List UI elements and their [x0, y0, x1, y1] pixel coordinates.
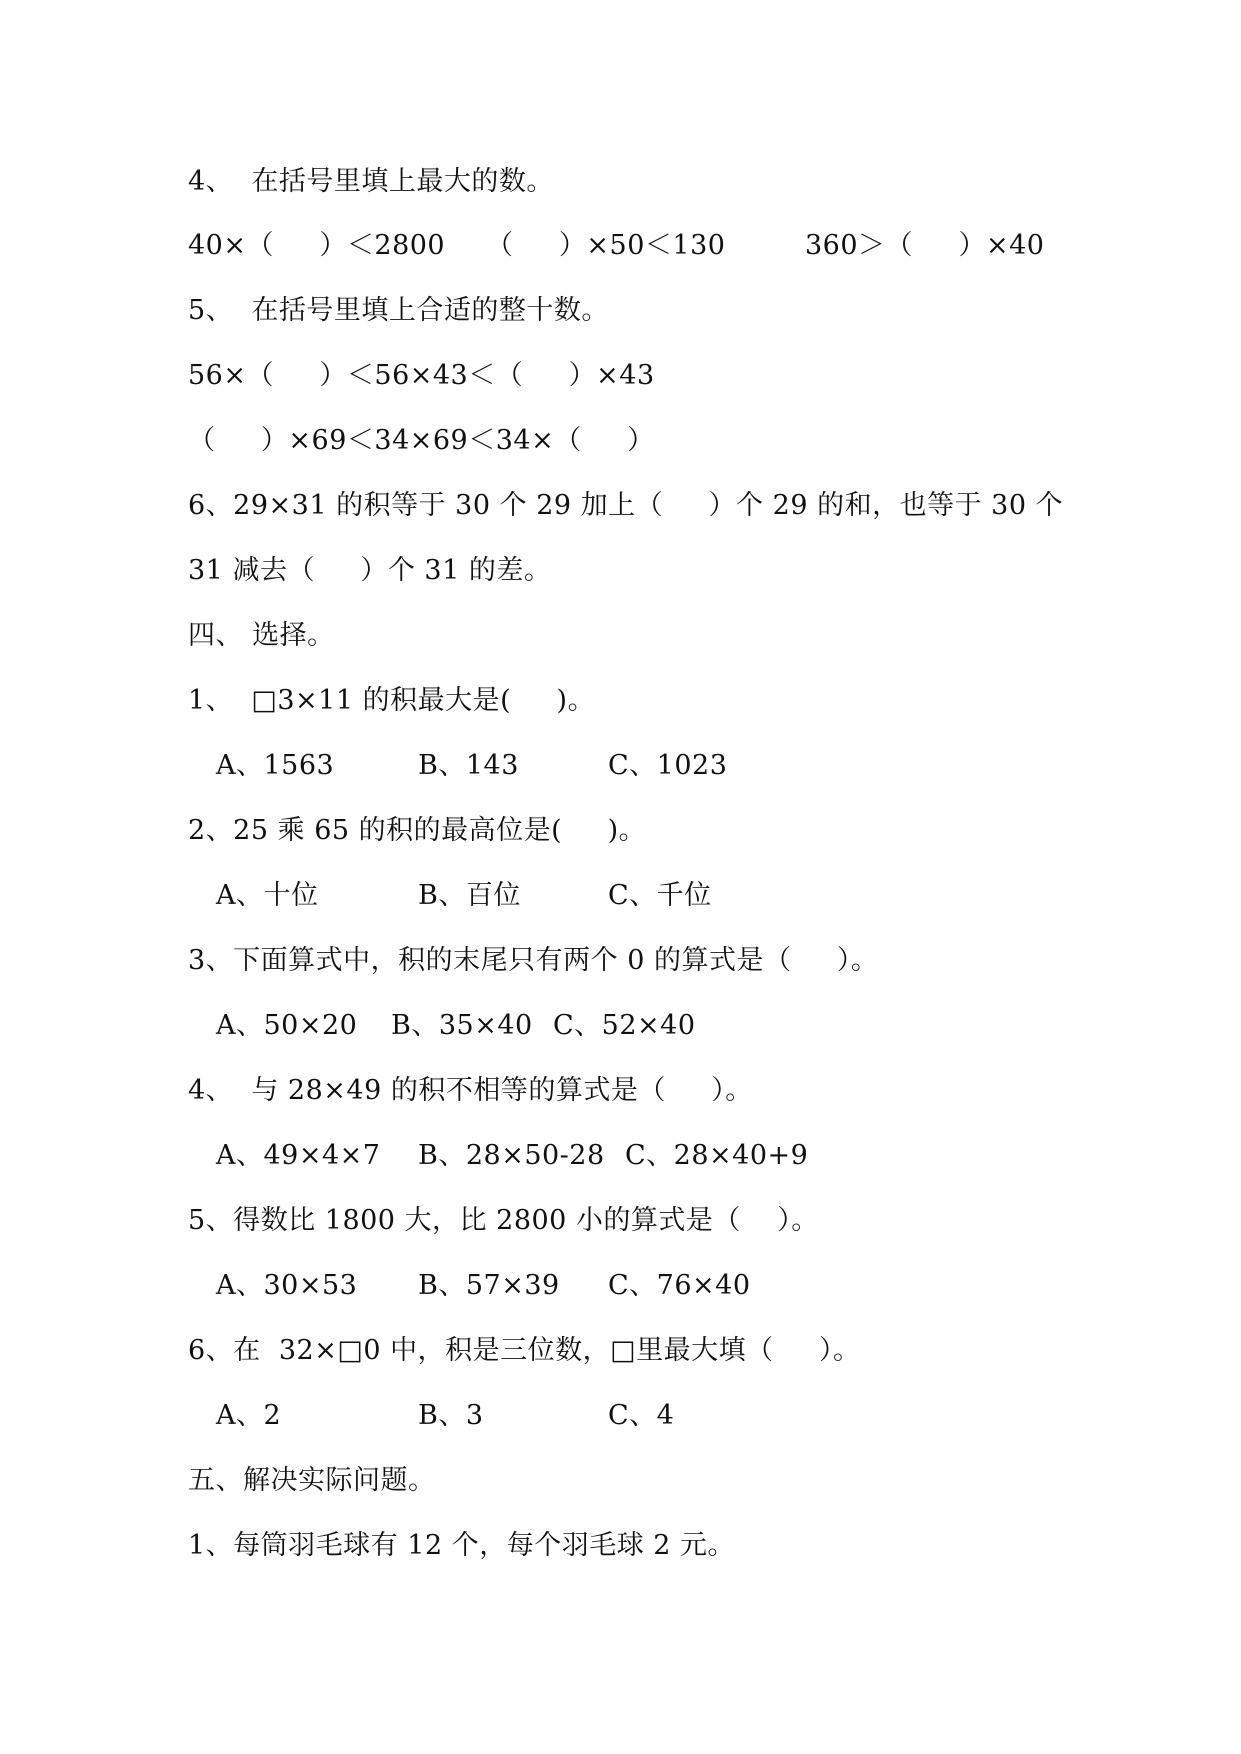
fill-item-b: （ ）×50＜130 [486, 230, 726, 261]
option-b: B、143 [418, 750, 519, 781]
section-4-heading: 四、 选择。 [188, 620, 335, 651]
section-5-heading: 五、解决实际问题。 [188, 1465, 436, 1496]
fill-question-6: 6、29×31 的积等于 30 个 29 加上（ ）个 29 的和，也等于 30 个 [188, 490, 1064, 521]
fill-item-c: 360＞（ ）×40 [805, 230, 1045, 261]
fill-question-6-cont: 31 减去（ ）个 31 的差。 [188, 555, 552, 586]
choice-question-4-options [188, 1136, 988, 1176]
fill-question-5-line-1: 56×（ ）＜56×43＜（ ）×43 [188, 360, 655, 391]
choice-question-2: 2、25 乘 65 的积的最高位是( )。 [188, 815, 647, 846]
choice-question-1: 1、 □3×11 的积最大是( )。 [188, 685, 596, 716]
choice-question-3: 3、下面算式中，积的末尾只有两个 0 的算式是（ ）。 [188, 945, 879, 976]
choice-question-6-options [188, 1396, 988, 1436]
fill-question-5-line-2: （ ）×69＜34×69＜34×（ ） [188, 425, 655, 456]
option-b: B、35×40 [391, 1010, 533, 1041]
option-c: C、1023 [608, 750, 728, 781]
fill-question-4: 4、 在括号里填上最大的数。 [188, 166, 554, 197]
fill-item-a: 40×（ ）＜2800 [188, 230, 446, 261]
option-b: B、57×39 [418, 1270, 560, 1301]
option-a: A、十位 [216, 880, 319, 911]
option-a: A、49×4×7 [216, 1140, 381, 1171]
choice-question-5: 5、得数比 1800 大，比 2800 小的算式是（ ）。 [188, 1205, 819, 1236]
option-c: C、千位 [608, 880, 712, 911]
option-c: C、76×40 [608, 1270, 751, 1301]
choice-question-6: 6、在 32×□0 中，积是三位数，□里最大填（ ）。 [188, 1335, 861, 1366]
choice-question-4: 4、 与 28×49 的积不相等的算式是（ ）。 [188, 1075, 753, 1106]
fill-question-5: 5、 在括号里填上合适的整十数。 [188, 295, 609, 326]
option-b: B、28×50-28 [418, 1140, 605, 1171]
option-b: B、3 [418, 1400, 484, 1431]
option-b: B、百位 [418, 880, 521, 911]
choice-question-1-options [188, 746, 988, 786]
choice-question-3-options [188, 1006, 988, 1046]
option-c: C、28×40+9 [625, 1140, 809, 1171]
choice-question-2-options [188, 876, 988, 916]
option-a: A、30×53 [216, 1270, 358, 1301]
option-c: C、52×40 [553, 1010, 696, 1041]
choice-question-5-options [188, 1266, 988, 1306]
option-a: A、1563 [216, 750, 335, 781]
option-a: A、2 [216, 1400, 282, 1431]
option-a: A、50×20 [216, 1010, 358, 1041]
word-problem-1: 1、每筒羽毛球有 12 个，每个羽毛球 2 元。 [188, 1530, 736, 1561]
fill-question-4-items [188, 226, 1088, 266]
option-c: C、4 [608, 1400, 675, 1431]
